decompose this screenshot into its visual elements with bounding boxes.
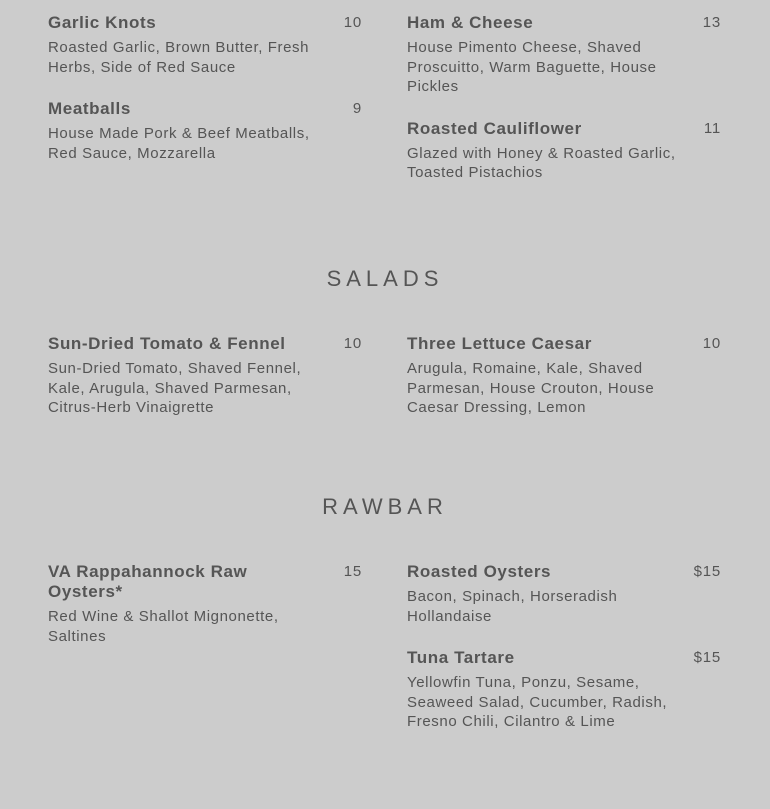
item-name: Sun-Dried Tomato & Fennel xyxy=(48,334,286,353)
menu-item xyxy=(48,13,362,77)
appetizers-right-column xyxy=(407,13,721,205)
item-description: Roasted Garlic, Brown Butter, Fresh Herbs, Side of Red Sauce xyxy=(48,39,310,76)
item-price: 11 xyxy=(703,119,721,137)
item-price: 10 xyxy=(343,335,362,352)
item-description: Arugula, Romaine, Kale, Shaved Parmesan, House Crouton, House Caesar Dressing, Lemon xyxy=(407,360,655,416)
item-price: 10 xyxy=(702,335,721,352)
item-price: 10 xyxy=(343,14,362,31)
menu-item xyxy=(407,334,721,418)
item-description: Yellowfin Tuna, Ponzu, Sesame, Seaweed Salad, Cucumber, Radish, Fresno Chili, Cilantro & Lime xyxy=(407,674,668,730)
appetizers-left-column xyxy=(48,13,362,185)
menu-item xyxy=(48,99,362,163)
item-price: 15 xyxy=(343,563,362,580)
item-name: Ham & Cheese xyxy=(407,13,534,32)
item-description: House Pimento Cheese, Shaved Proscuitto, Warm Baguette, House Pickles xyxy=(407,39,657,95)
rawbar-right-column xyxy=(407,562,721,754)
item-name: VA Rappahannock Raw Oysters* xyxy=(48,562,248,601)
item-description: Glazed with Honey & Roasted Garlic, Toasted Pistachios xyxy=(407,144,676,181)
item-price: 9 xyxy=(352,100,362,117)
item-name: Three Lettuce Caesar xyxy=(407,334,592,353)
item-description: House Made Pork & Beef Meatballs, Red Sauce, Mozzarella xyxy=(48,125,310,162)
item-name: Roasted Cauliflower xyxy=(407,118,582,138)
item-price: 13 xyxy=(702,14,721,31)
menu-item xyxy=(407,13,721,97)
item-price: $15 xyxy=(693,563,721,580)
menu-item xyxy=(407,119,721,183)
menu-item xyxy=(407,562,721,626)
section-title-salads: SALADS xyxy=(326,266,444,291)
menu-item xyxy=(48,562,362,646)
item-name: Meatballs xyxy=(48,99,131,118)
rawbar-left-column xyxy=(48,562,362,668)
item-name: Tuna Tartare xyxy=(407,648,515,667)
item-description: Red Wine & Shallot Mignonette, Saltines xyxy=(48,608,279,645)
item-description: Sun-Dried Tomato, Shaved Fennel, Kale, Arugula, Shaved Parmesan, Citrus-Herb Vinaigrette xyxy=(48,360,302,416)
item-name: Garlic Knots xyxy=(48,13,157,32)
item-name: Roasted Oysters xyxy=(407,562,552,581)
menu-item xyxy=(48,334,362,418)
salads-left-column xyxy=(48,334,362,440)
section-title-rawbar: RAWBAR xyxy=(322,494,448,519)
menu-item xyxy=(407,648,721,732)
item-description: Bacon, Spinach, Horseradish Hollandaise xyxy=(407,588,618,625)
salads-right-column xyxy=(407,334,721,440)
item-price: $15 xyxy=(693,649,721,666)
